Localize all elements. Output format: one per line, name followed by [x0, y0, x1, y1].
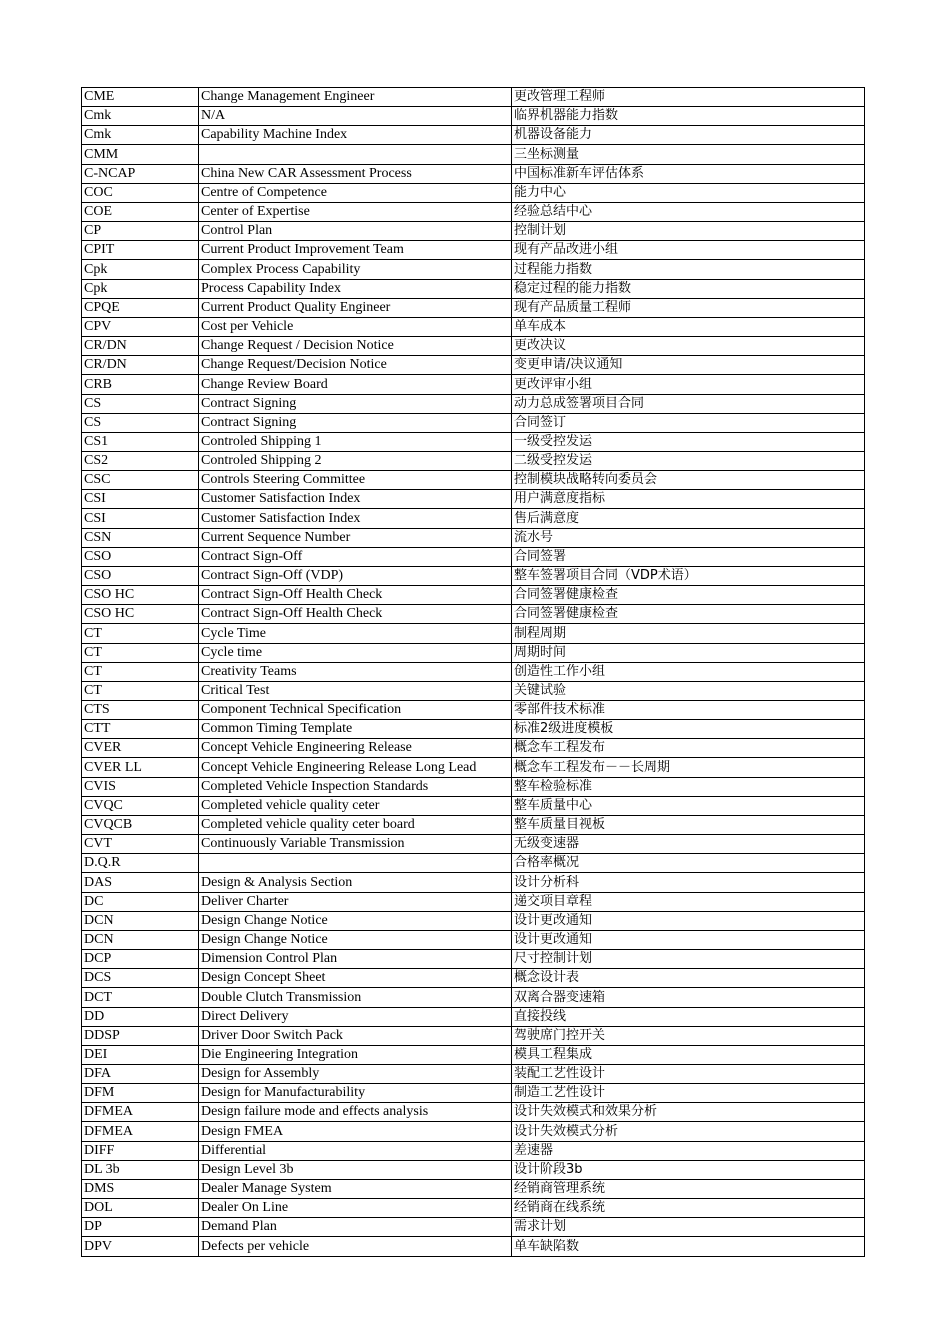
- chinese-term-cell: 概念车工程发布: [512, 739, 865, 758]
- abbreviation-cell: CME: [82, 88, 199, 107]
- abbreviation-cell: DFMEA: [82, 1103, 199, 1122]
- abbreviation-cell: C-NCAP: [82, 164, 199, 183]
- abbreviation-cell: DCN: [82, 911, 199, 930]
- english-term-cell: [199, 854, 512, 873]
- chinese-term-cell: 整车检验标准: [512, 777, 865, 796]
- english-term-cell: Design Concept Sheet: [199, 969, 512, 988]
- table-row: [82, 758, 865, 777]
- abbreviation-cell: CSO: [82, 547, 199, 566]
- table-row: [82, 337, 865, 356]
- abbreviation-cell: CVER: [82, 739, 199, 758]
- table-row: [82, 528, 865, 547]
- table-row: [82, 432, 865, 451]
- english-term-cell: Component Technical Specification: [199, 701, 512, 720]
- table-row: [82, 950, 865, 969]
- english-term-cell: Cost per Vehicle: [199, 317, 512, 336]
- table-row: [82, 509, 865, 528]
- table-row: [82, 126, 865, 145]
- english-term-cell: [199, 145, 512, 164]
- table-row: [82, 1179, 865, 1198]
- english-term-cell: Controls Steering Committee: [199, 471, 512, 490]
- english-term-cell: Completed vehicle quality ceter: [199, 796, 512, 815]
- table-row: [82, 1237, 865, 1256]
- table-row: [82, 547, 865, 566]
- abbreviation-cell: DCT: [82, 988, 199, 1007]
- chinese-term-cell: 驾驶席门控开关: [512, 1026, 865, 1045]
- table-row: [82, 681, 865, 700]
- abbreviation-cell: DP: [82, 1218, 199, 1237]
- table-row: [82, 375, 865, 394]
- english-term-cell: Change Management Engineer: [199, 88, 512, 107]
- chinese-term-cell: 单车缺陷数: [512, 1237, 865, 1256]
- table-row: [82, 930, 865, 949]
- english-term-cell: Deliver Charter: [199, 892, 512, 911]
- table-row: [82, 815, 865, 834]
- abbreviation-cell: CS2: [82, 451, 199, 470]
- chinese-term-cell: 稳定过程的能力指数: [512, 279, 865, 298]
- abbreviation-cell: CVT: [82, 835, 199, 854]
- chinese-term-cell: 机器设备能力: [512, 126, 865, 145]
- english-term-cell: Design & Analysis Section: [199, 873, 512, 892]
- chinese-term-cell: 差速器: [512, 1141, 865, 1160]
- chinese-term-cell: 更改评审小组: [512, 375, 865, 394]
- abbreviation-cell: DC: [82, 892, 199, 911]
- chinese-term-cell: 设计更改通知: [512, 930, 865, 949]
- table-row: [82, 586, 865, 605]
- table-row: [82, 1160, 865, 1179]
- table-row: [82, 145, 865, 164]
- table-row: [82, 394, 865, 413]
- abbreviation-cell: Cpk: [82, 279, 199, 298]
- chinese-term-cell: 关键试验: [512, 681, 865, 700]
- abbreviation-cell: CSI: [82, 509, 199, 528]
- abbreviation-cell: CPIT: [82, 241, 199, 260]
- table-row: [82, 662, 865, 681]
- chinese-term-cell: 合同签署: [512, 547, 865, 566]
- table-row: [82, 624, 865, 643]
- abbreviation-cell: COC: [82, 183, 199, 202]
- table-row: [82, 1103, 865, 1122]
- abbreviation-cell: DD: [82, 1007, 199, 1026]
- chinese-term-cell: 中国标准新车评估体系: [512, 164, 865, 183]
- glossary-body: [82, 88, 865, 1257]
- english-term-cell: Design FMEA: [199, 1122, 512, 1141]
- english-term-cell: Creativity Teams: [199, 662, 512, 681]
- table-row: [82, 1084, 865, 1103]
- abbreviation-cell: DOL: [82, 1199, 199, 1218]
- abbreviation-cell: DIFF: [82, 1141, 199, 1160]
- chinese-term-cell: 变更申请/决议通知: [512, 356, 865, 375]
- abbreviation-cell: CMM: [82, 145, 199, 164]
- chinese-term-cell: 创造性工作小组: [512, 662, 865, 681]
- abbreviation-cell: DPV: [82, 1237, 199, 1256]
- english-term-cell: Cycle time: [199, 643, 512, 662]
- table-row: [82, 835, 865, 854]
- chinese-term-cell: 临界机器能力指数: [512, 107, 865, 126]
- chinese-term-cell: 概念车工程发布－－长周期: [512, 758, 865, 777]
- abbreviation-cell: CRB: [82, 375, 199, 394]
- table-row: [82, 720, 865, 739]
- glossary-table: [81, 87, 865, 1257]
- table-row: [82, 777, 865, 796]
- english-term-cell: Contract Sign-Off Health Check: [199, 586, 512, 605]
- table-row: [82, 298, 865, 317]
- table-row: [82, 605, 865, 624]
- table-row: [82, 413, 865, 432]
- table-row: [82, 911, 865, 930]
- english-term-cell: Customer Satisfaction Index: [199, 490, 512, 509]
- english-term-cell: Design for Assembly: [199, 1064, 512, 1083]
- table-row: [82, 107, 865, 126]
- abbreviation-cell: CT: [82, 643, 199, 662]
- table-row: [82, 1026, 865, 1045]
- chinese-term-cell: 模具工程集成: [512, 1045, 865, 1064]
- abbreviation-cell: DCN: [82, 930, 199, 949]
- english-term-cell: Complex Process Capability: [199, 260, 512, 279]
- chinese-term-cell: 递交项目章程: [512, 892, 865, 911]
- chinese-term-cell: 设计失效模式分析: [512, 1122, 865, 1141]
- english-term-cell: Die Engineering Integration: [199, 1045, 512, 1064]
- chinese-term-cell: 标准2级进度模板: [512, 720, 865, 739]
- chinese-term-cell: 更改管理工程师: [512, 88, 865, 107]
- table-row: [82, 490, 865, 509]
- abbreviation-cell: CR/DN: [82, 337, 199, 356]
- english-term-cell: Design for Manufacturability: [199, 1084, 512, 1103]
- english-term-cell: Change Request/Decision Notice: [199, 356, 512, 375]
- english-term-cell: Double Clutch Transmission: [199, 988, 512, 1007]
- table-row: [82, 854, 865, 873]
- chinese-term-cell: 控制模块战略转向委员会: [512, 471, 865, 490]
- table-row: [82, 1141, 865, 1160]
- chinese-term-cell: 三坐标测量: [512, 145, 865, 164]
- english-term-cell: Contract Sign-Off (VDP): [199, 566, 512, 585]
- chinese-term-cell: 双离合器变速箱: [512, 988, 865, 1007]
- english-term-cell: Completed Vehicle Inspection Standards: [199, 777, 512, 796]
- abbreviation-cell: CR/DN: [82, 356, 199, 375]
- table-row: [82, 471, 865, 490]
- abbreviation-cell: CVER LL: [82, 758, 199, 777]
- abbreviation-cell: DAS: [82, 873, 199, 892]
- english-term-cell: Contract Signing: [199, 413, 512, 432]
- chinese-term-cell: 现有产品质量工程师: [512, 298, 865, 317]
- abbreviation-cell: DMS: [82, 1179, 199, 1198]
- chinese-term-cell: 过程能力指数: [512, 260, 865, 279]
- english-term-cell: Contract Sign-Off: [199, 547, 512, 566]
- chinese-term-cell: 零部件技术标准: [512, 701, 865, 720]
- abbreviation-cell: CTT: [82, 720, 199, 739]
- abbreviation-cell: CS1: [82, 432, 199, 451]
- chinese-term-cell: 周期时间: [512, 643, 865, 662]
- chinese-term-cell: 整车质量目视板: [512, 815, 865, 834]
- abbreviation-cell: CSC: [82, 471, 199, 490]
- english-term-cell: Driver Door Switch Pack: [199, 1026, 512, 1045]
- abbreviation-cell: CSO HC: [82, 586, 199, 605]
- table-right-edge: [864, 87, 865, 1256]
- chinese-term-cell: 用户满意度指标: [512, 490, 865, 509]
- chinese-term-cell: 整车质量中心: [512, 796, 865, 815]
- english-term-cell: Concept Vehicle Engineering Release Long Lead: [199, 758, 512, 777]
- abbreviation-cell: Cmk: [82, 126, 199, 145]
- abbreviation-cell: CVQC: [82, 796, 199, 815]
- abbreviation-cell: CVIS: [82, 777, 199, 796]
- table-row: [82, 1199, 865, 1218]
- table-row: [82, 988, 865, 1007]
- chinese-term-cell: 尺寸控制计划: [512, 950, 865, 969]
- english-term-cell: Change Request / Decision Notice: [199, 337, 512, 356]
- chinese-term-cell: 制程周期: [512, 624, 865, 643]
- abbreviation-cell: CSO: [82, 566, 199, 585]
- chinese-term-cell: 二级受控发运: [512, 451, 865, 470]
- table-row: [82, 164, 865, 183]
- chinese-term-cell: 能力中心: [512, 183, 865, 202]
- abbreviation-cell: CSO HC: [82, 605, 199, 624]
- english-term-cell: Dimension Control Plan: [199, 950, 512, 969]
- english-term-cell: Design Change Notice: [199, 930, 512, 949]
- chinese-term-cell: 整车签署项目合同（VDP术语）: [512, 566, 865, 585]
- english-term-cell: Cycle Time: [199, 624, 512, 643]
- english-term-cell: Common Timing Template: [199, 720, 512, 739]
- table-row: [82, 701, 865, 720]
- english-term-cell: Design Change Notice: [199, 911, 512, 930]
- chinese-term-cell: 流水号: [512, 528, 865, 547]
- chinese-term-cell: 合同签署健康检查: [512, 586, 865, 605]
- abbreviation-cell: DFMEA: [82, 1122, 199, 1141]
- table-row: [82, 183, 865, 202]
- english-term-cell: Controled Shipping 1: [199, 432, 512, 451]
- english-term-cell: Differential: [199, 1141, 512, 1160]
- chinese-term-cell: 制造工艺性设计: [512, 1084, 865, 1103]
- abbreviation-cell: CT: [82, 624, 199, 643]
- chinese-term-cell: 需求计划: [512, 1218, 865, 1237]
- english-term-cell: Process Capability Index: [199, 279, 512, 298]
- chinese-term-cell: 设计更改通知: [512, 911, 865, 930]
- abbreviation-cell: DCS: [82, 969, 199, 988]
- table-row: [82, 1045, 865, 1064]
- chinese-term-cell: 设计分析科: [512, 873, 865, 892]
- table-row: [82, 1122, 865, 1141]
- abbreviation-cell: CT: [82, 681, 199, 700]
- table-row: [82, 1064, 865, 1083]
- chinese-term-cell: 直接投线: [512, 1007, 865, 1026]
- chinese-term-cell: 经销商在线系统: [512, 1199, 865, 1218]
- table-row: [82, 892, 865, 911]
- chinese-term-cell: 售后满意度: [512, 509, 865, 528]
- table-row: [82, 241, 865, 260]
- english-term-cell: Completed vehicle quality ceter board: [199, 815, 512, 834]
- abbreviation-cell: COE: [82, 202, 199, 221]
- english-term-cell: Dealer Manage System: [199, 1179, 512, 1198]
- table-row: [82, 969, 865, 988]
- abbreviation-cell: CP: [82, 222, 199, 241]
- abbreviation-cell: CS: [82, 394, 199, 413]
- english-term-cell: Current Product Quality Engineer: [199, 298, 512, 317]
- abbreviation-cell: D.Q.R: [82, 854, 199, 873]
- abbreviation-cell: CT: [82, 662, 199, 681]
- english-term-cell: Design failure mode and effects analysis: [199, 1103, 512, 1122]
- abbreviation-cell: DL 3b: [82, 1160, 199, 1179]
- table-row: [82, 356, 865, 375]
- chinese-term-cell: 设计失效模式和效果分析: [512, 1103, 865, 1122]
- english-term-cell: Centre of Competence: [199, 183, 512, 202]
- abbreviation-cell: CS: [82, 413, 199, 432]
- abbreviation-cell: DFA: [82, 1064, 199, 1083]
- chinese-term-cell: 现有产品改进小组: [512, 241, 865, 260]
- english-term-cell: Customer Satisfaction Index: [199, 509, 512, 528]
- english-term-cell: Control Plan: [199, 222, 512, 241]
- chinese-term-cell: 合同签订: [512, 413, 865, 432]
- chinese-term-cell: 设计阶段3b: [512, 1160, 865, 1179]
- english-term-cell: Concept Vehicle Engineering Release: [199, 739, 512, 758]
- abbreviation-cell: CSN: [82, 528, 199, 547]
- chinese-term-cell: 装配工艺性设计: [512, 1064, 865, 1083]
- table-row: [82, 643, 865, 662]
- table-row: [82, 739, 865, 758]
- table-row: [82, 566, 865, 585]
- table-row: [82, 451, 865, 470]
- chinese-term-cell: 更改决议: [512, 337, 865, 356]
- abbreviation-cell: CSI: [82, 490, 199, 509]
- abbreviation-cell: CTS: [82, 701, 199, 720]
- chinese-term-cell: 合格率概况: [512, 854, 865, 873]
- table-row: [82, 796, 865, 815]
- chinese-term-cell: 动力总成签署项目合同: [512, 394, 865, 413]
- english-term-cell: China New CAR Assessment Process: [199, 164, 512, 183]
- english-term-cell: Current Sequence Number: [199, 528, 512, 547]
- english-term-cell: Direct Delivery: [199, 1007, 512, 1026]
- english-term-cell: Design Level 3b: [199, 1160, 512, 1179]
- abbreviation-cell: DCP: [82, 950, 199, 969]
- chinese-term-cell: 控制计划: [512, 222, 865, 241]
- english-term-cell: N/A: [199, 107, 512, 126]
- english-term-cell: Dealer On Line: [199, 1199, 512, 1218]
- english-term-cell: Critical Test: [199, 681, 512, 700]
- table-row: [82, 873, 865, 892]
- chinese-term-cell: 合同签署健康检查: [512, 605, 865, 624]
- english-term-cell: Contract Sign-Off Health Check: [199, 605, 512, 624]
- english-term-cell: Continuously Variable Transmission: [199, 835, 512, 854]
- chinese-term-cell: 经销商管理系统: [512, 1179, 865, 1198]
- chinese-term-cell: 无级变速器: [512, 835, 865, 854]
- table-row: [82, 1007, 865, 1026]
- english-term-cell: Contract Signing: [199, 394, 512, 413]
- chinese-term-cell: 一级受控发运: [512, 432, 865, 451]
- chinese-term-cell: 经验总结中心: [512, 202, 865, 221]
- english-term-cell: Defects per vehicle: [199, 1237, 512, 1256]
- table-row: [82, 88, 865, 107]
- english-term-cell: Change Review Board: [199, 375, 512, 394]
- abbreviation-cell: CVQCB: [82, 815, 199, 834]
- abbreviation-cell: Cmk: [82, 107, 199, 126]
- abbreviation-cell: Cpk: [82, 260, 199, 279]
- table-row: [82, 202, 865, 221]
- table-row: [82, 260, 865, 279]
- table-row: [82, 222, 865, 241]
- english-term-cell: Demand Plan: [199, 1218, 512, 1237]
- english-term-cell: Capability Machine Index: [199, 126, 512, 145]
- english-term-cell: Center of Expertise: [199, 202, 512, 221]
- abbreviation-cell: DDSP: [82, 1026, 199, 1045]
- abbreviation-cell: CPQE: [82, 298, 199, 317]
- chinese-term-cell: 概念设计表: [512, 969, 865, 988]
- table-row: [82, 317, 865, 336]
- abbreviation-cell: CPV: [82, 317, 199, 336]
- abbreviation-cell: DEI: [82, 1045, 199, 1064]
- english-term-cell: Controled Shipping 2: [199, 451, 512, 470]
- table-row: [82, 279, 865, 298]
- english-term-cell: Current Product Improvement Team: [199, 241, 512, 260]
- abbreviation-cell: DFM: [82, 1084, 199, 1103]
- table-row: [82, 1218, 865, 1237]
- chinese-term-cell: 单车成本: [512, 317, 865, 336]
